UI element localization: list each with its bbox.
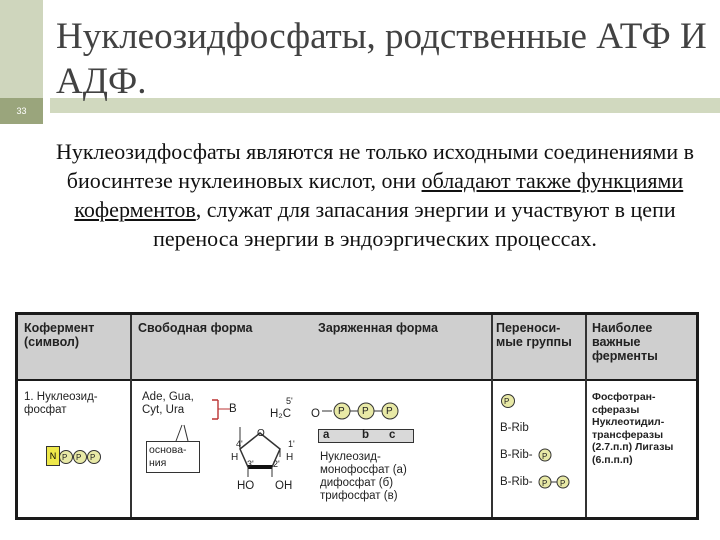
bases-list: Ade, Gua, Cyt, Ura [142, 391, 194, 416]
body-text-part-2: , служат для запасания энергии и участвуют в цепи переноса энергии в эндоэргических процессах. [153, 197, 676, 251]
column-divider [130, 315, 132, 517]
atom-h-right: H [286, 452, 294, 463]
atom-c1-label: 1' [288, 439, 295, 449]
header-key-enzymes: Наиболее важные ферменты [592, 321, 658, 363]
group-b-rib-pp: B-Rib- [500, 476, 533, 488]
header-free-form: Свободная форма [138, 321, 253, 335]
cell-enzymes: Фосфотран- сферазы Нуклеотидил- трансферазы (2.7.п.п) Лигазы (6.п.п.п) [592, 391, 674, 466]
body-text-underlined: обладают также функциями коферментов [74, 168, 684, 222]
nucleotide-structure-diagram [158, 397, 288, 492]
bases-label: основа- ния [146, 441, 200, 473]
slide-number: 33 [0, 98, 43, 124]
icon-p-label-1: P [62, 453, 68, 462]
atom-ch2: H₂C [270, 408, 292, 420]
header-coenzyme: Кофермент (символ) [24, 321, 95, 349]
atom-oh: OH [275, 480, 293, 492]
atom-ho: HO [237, 480, 255, 492]
coenzyme-table [15, 312, 699, 520]
atom-c4-label: 4' [236, 439, 243, 449]
icon-p-label-2: P [76, 453, 82, 462]
atom-o-ring: O [257, 428, 265, 439]
nucleotide-icon: N [46, 446, 60, 466]
bracket-mark-b: b [362, 429, 370, 441]
body-text-part-1: Нуклеозидфосфаты являются не только исходными соединениями в биосинтезе нуклеиновых кислот, они [55, 139, 695, 193]
atom-b: B [229, 403, 237, 415]
cell-coenzyme: 1. Нуклеозид- фосфат [24, 391, 98, 416]
atom-c5-label: 5' [286, 396, 293, 406]
group-p-label-2: P [542, 452, 548, 461]
slide-title: Нуклеозидфосфаты, родственные АТФ И АДФ. [56, 16, 707, 102]
bracket-mark-a: a [323, 429, 330, 441]
group-p-label-4: P [560, 479, 566, 488]
column-divider [585, 315, 587, 517]
header-charged-form: Заряженная форма [318, 321, 438, 335]
icon-p-label-3: P [90, 453, 96, 462]
group-p-label: P [504, 397, 510, 406]
header-transferred-groups: Переноси- мые группы [496, 321, 572, 349]
slide-body-text [55, 137, 695, 253]
phosphates-label: Нуклеозид- монофосфат (а) дифосфат (б) трифосфат (в) [320, 451, 407, 502]
atom-o-link: O [311, 408, 320, 420]
atom-h-left: H [231, 452, 239, 463]
phosphate-p-3: P [386, 406, 393, 417]
phosphate-p-2: P [362, 406, 369, 417]
group-b-rib-p: B-Rib- [500, 449, 533, 461]
phosphate-p-1: P [338, 406, 345, 417]
left-accent-bar [0, 0, 43, 98]
group-p-label-3: P [542, 479, 548, 488]
bracket-mark-c: c [389, 429, 396, 441]
group-b-rib: B-Rib [500, 422, 529, 434]
column-divider [491, 315, 493, 517]
atom-c3-label: 3' [247, 459, 254, 469]
atom-c2-label: 2' [273, 459, 280, 469]
